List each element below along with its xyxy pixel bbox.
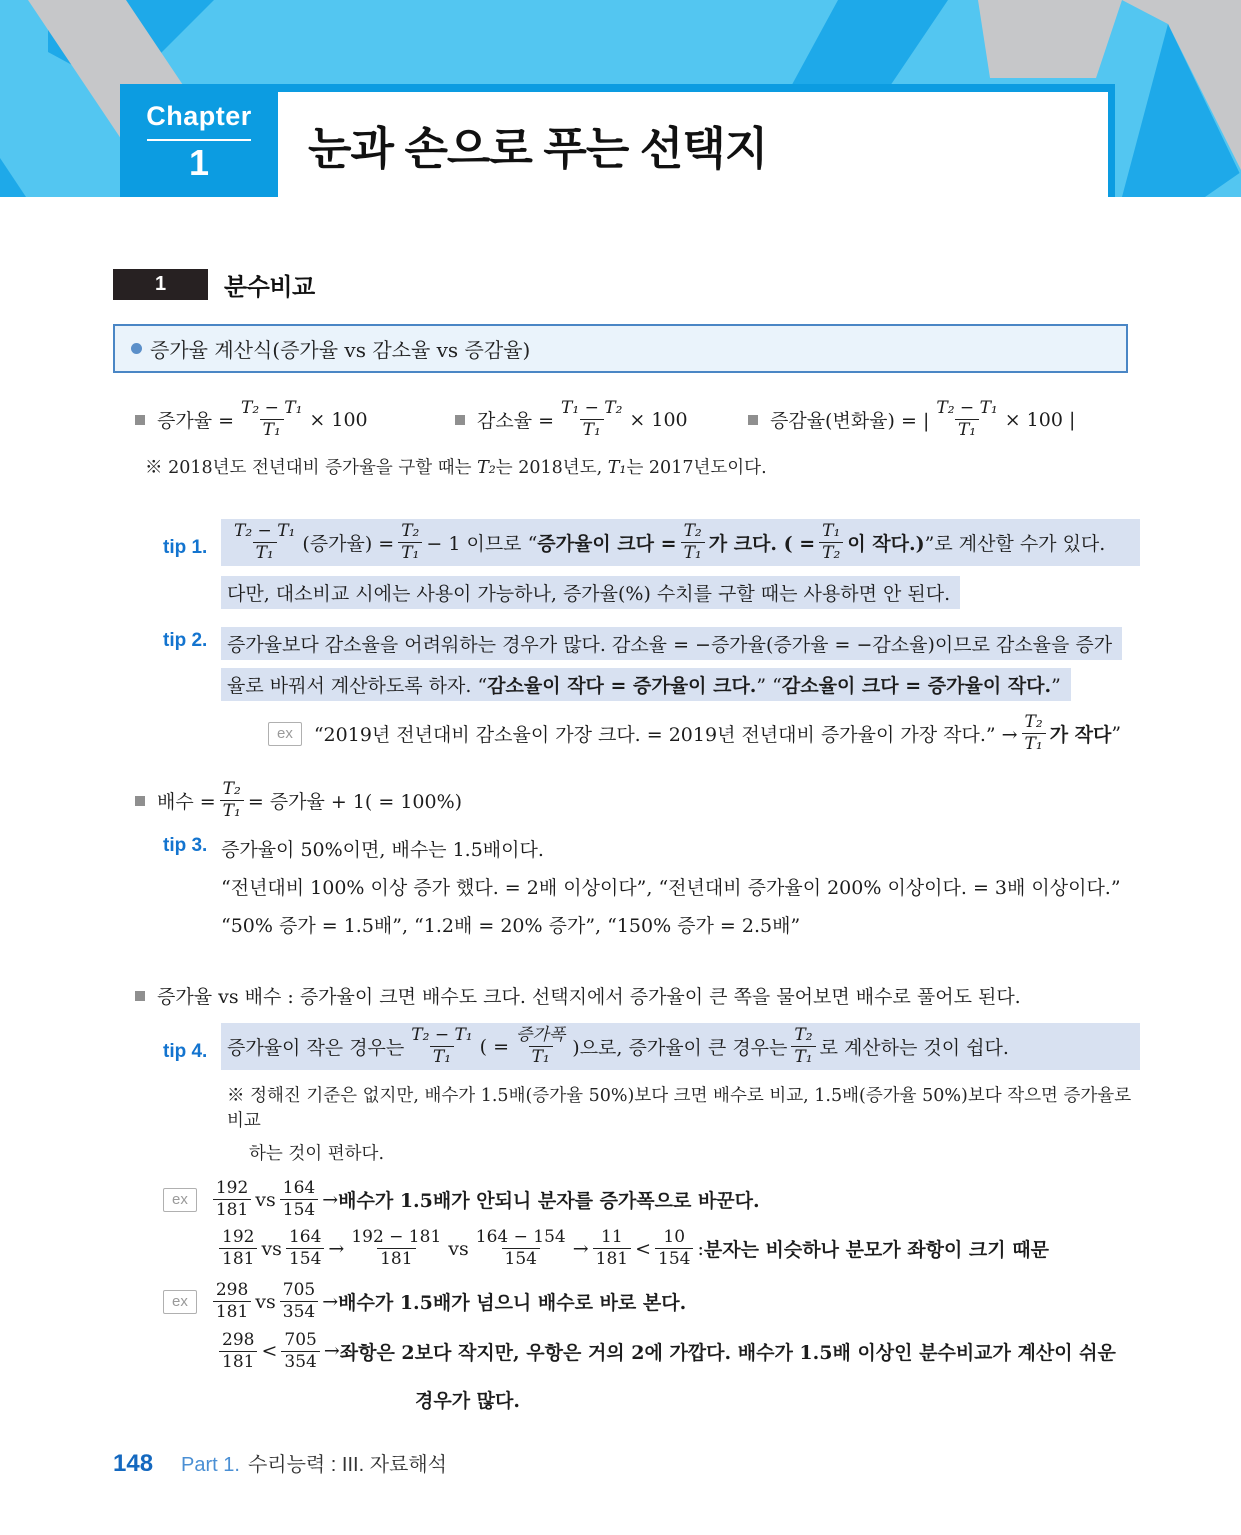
tip4-row [163,1023,1140,1165]
tip3-label: tip 3. [163,835,208,857]
example1-line1-row [163,1179,1140,1220]
tip4-label: tip 4. [163,1041,208,1063]
tip2-line1: 증가율보다 감소율을 어려워하는 경우가 많다. 감소율 = −증가율(증가율 = −감소율)이므로 감소율을 증가 [221,627,1122,660]
note2-line1: ※ 정해진 기준은 없지만, 배수가 1.5배(증가율 50%)보다 크면 배수로 비교, 1.5배(증가율 50%)보다 작으면 증가율로 비교 [227,1086,1132,1132]
tip2-row [163,627,1140,754]
tip3-line3: “50% 증가 = 1.5배”, “1.2배 = 20% 증가”, “150% 증가 = 2.5배” [221,915,801,938]
info-box [113,324,1128,373]
formula-decrease-text: 감소율 = $\frac{\text{T₁ − T₂}}{\text{T₁}}$ × 100 [477,398,688,441]
tip1-line2: 다만, 대소비교 시에는 사용이 가능하나, 증가율(%) 수치를 구할 때는 사용하면 안 된다. [221,576,960,609]
multiple-formula-text: 배수 = $\frac{\text{T₂}}{\text{T₁}}$ = 증가율 + 1( = 100%) [157,779,463,822]
tip2-line2: 율로 바꿔서 계산하도록 하자. “감소율이 작다 = 증가율이 크다.” “감소율이 크다 = 증가율이 작다.” [221,668,1071,701]
square-bullet-icon [135,796,145,806]
example1 [163,1179,1140,1269]
example2-line3: 경우가 많다. [415,1389,520,1412]
ex-badge: ex [163,1188,197,1212]
formula-change-text: 증감율(변화율) = | $\frac{\text{T₂ − T₁}}{\text{T₁}}$ × 100 | [770,398,1076,441]
page-number: 148 [113,1450,154,1477]
square-bullet-icon [135,415,145,425]
note2-line2: 하는 것이 편하다. [249,1144,385,1165]
tip2-example [268,713,1140,754]
ex-badge: ex [268,722,302,746]
page-header [0,0,1241,197]
tip3-line1: 증가율이 50%이면, 배수는 1.5배이다. [221,839,544,862]
example2-line2: $\frac{298}{181}$ < $\frac{705}{354}$ → 좌항은 2보다 작지만, 우항은 거의 2에 가깝다. 배수가 1.5배 이상인 분수비교가 계산이 쉬운 [215,1331,1140,1372]
formula-increase-text: 증가율 = $\frac{\text{T₂ − T₁}}{\text{T₁}}$ × 100 [157,398,368,441]
section-number-badge: 1 [113,269,208,300]
section-title: 분수비교 [224,274,315,301]
tip1-row [163,519,1140,609]
tip1-label: tip 1. [163,537,208,559]
ratio-vs-multiple [113,982,1140,1009]
square-bullet-icon [748,415,758,425]
bullet-icon [131,343,142,354]
formula-change [748,399,1075,440]
tip2-ex-line: “2019년 전년대비 감소율이 가장 크다. = 2019년 전년대비 증가율이 가장 작다.” → $\frac{\text{T₂}}{\text{T₁}}$ 가 작다 ” [313,712,1122,755]
section-heading [113,267,1140,302]
chapter-divider [147,139,251,141]
note-year-example: ※ 2018년도 전년대비 증가율을 구할 때는 T₂는 2018년도, T₁는 2017년도이다. [145,458,767,479]
page-title: 눈과 손으로 푸는 선택지 [308,123,768,174]
formula-decrease [455,399,748,440]
footer-section-label: 수리능력 : III. 자료해석 [247,1454,447,1476]
tip3-row [163,835,1140,938]
chapter-number: 1 [188,141,210,183]
tip3-line2: “전년대비 100% 이상 증가 했다. = 2배 이상이다”, “전년대비 증가율이 200% 이상이다. = 3배 이상이다.” [221,877,1121,900]
example1-line2: $\frac{192}{181}$ vs $\frac{164}{154}$ → $\frac{192 - 181}{181}$ vs $\frac{164 - 154}{154}$ → $\frac{11}{181}$ < $\frac{10}{154}$ : 분자는 비슷하나 분모가 좌항이 크기 때문 [215,1228,1140,1269]
square-bullet-icon [135,991,145,1001]
chapter-title-box [278,84,1115,197]
tip2-label: tip 2. [163,630,208,652]
main-content [0,267,1140,1413]
tip4-line1: 증가율이 작은 경우는 $\frac{\text{T₂ − T₁}}{\text{T₁}}$ ( = $\frac{\text{증가폭}}{\text{T₁}}$ )으로, 증가율이 큰 경우는 $\frac{\text{T₂}}{\text{T₁}}$ 로 계산하는 것이 쉽다. [221,1023,1140,1070]
multiple-formula [113,780,1140,821]
formula-row [113,399,1140,440]
example2-line1: $\frac{298}{181}$ vs $\frac{705}{354}$ → 배수가 1.5배가 넘으니 배수로 바로 본다. [209,1281,686,1322]
example1-line1: $\frac{192}{181}$ vs $\frac{164}{154}$ → 배수가 1.5배가 안되니 분자를 증가폭으로 바꾼다. [209,1179,760,1220]
example2 [163,1281,1140,1412]
tip1-line1: $\frac{\text{T₂ − T₁}}{\text{T₁}}$ (증가율) = $\frac{\text{T₂}}{\text{T₁}}$ − 1 이므로 “ 증가율이 크다 = $\frac{\text{T₂}}{\text{T₁}}$ 가 크다. ( = $\frac{\text{T₁}}{\text{T₂}}$ 이 작다.) ”로 계산할 수가 있다. [221,519,1140,566]
formula-increase [135,399,455,440]
chapter-label: Chapter [146,100,252,131]
square-bullet-icon [455,415,465,425]
info-box-text: 증가율 계산식(증가율 vs 감소율 vs 증감율) [150,338,531,362]
ex-badge: ex [163,1290,197,1314]
example2-line1-row [163,1281,1140,1322]
ratio-vs-multiple-text: 증가율 vs 배수 : 증가율이 크면 배수도 크다. 선택지에서 증가율이 큰 쪽을 물어보면 배수로 풀어도 된다. [157,986,1021,1009]
chapter-badge [120,84,278,197]
page-footer [113,1448,447,1478]
footer-part-label: Part 1. [181,1454,240,1476]
